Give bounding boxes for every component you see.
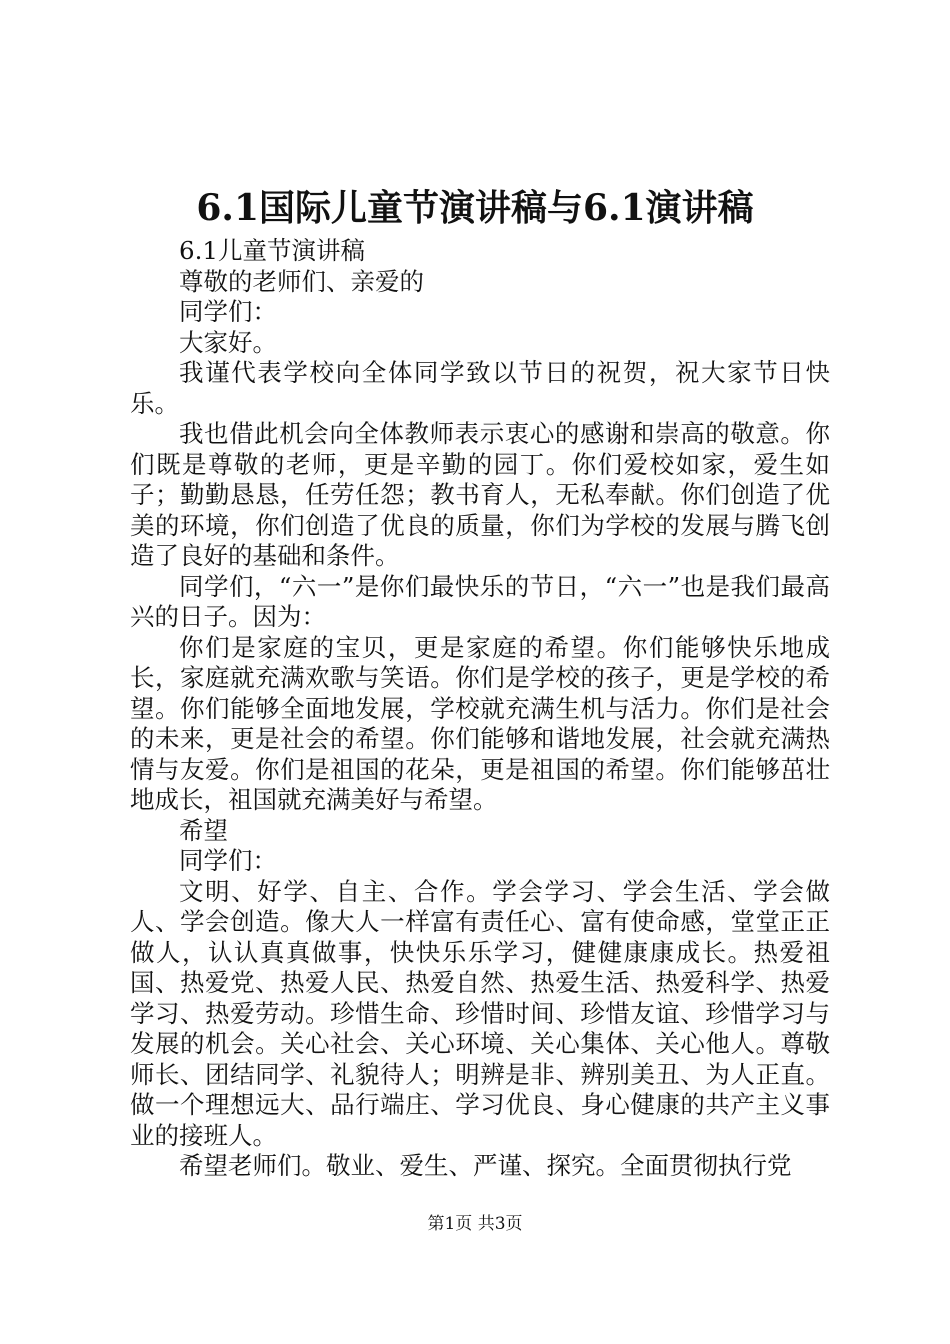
paragraph: 我也借此机会向全体教师表示衷心的感谢和崇高的敬意。你们既是尊敬的老师，更是辛勤的园丁。你们爱校如家，爱生如子；勤勤恳恳，任劳任怨；教书育人，无私奉献。你们创造了优美的环境，你们创造了优良的质量，你们为学校的发展与腾飞创造了良好的基础和条件。 xyxy=(130,419,830,570)
paragraph: 希望 xyxy=(179,815,228,845)
paragraph: 6.1儿童节演讲稿 xyxy=(179,236,365,265)
paragraph: 同学们： xyxy=(179,846,277,875)
paragraph: 尊敬的老师们、亲爱的 xyxy=(179,266,424,296)
paragraph: 文明、好学、自主、合作。学会学习、学会生活、学会做人、学会创造。像大人一样富有责任心、富有使命感，堂堂正正做人，认认真真做事，快快乐乐学习，健健康康成长。热爱祖国、热爱党、热爱人民、热爱自然、热爱生活、热爱科学、热爱学习、热爱劳动。珍惜生命、珍惜时间、珍惜友谊、珍惜学习与发展的机会。关心社会、关心环境、关心集体、关心他人。尊敬师长、团结同学、礼貌待人；明辨是非、辨别美丑、为人正直。做一个理想远大、品行端庄、学习优良、身心健康的共产主义事业的接班人。 xyxy=(130,876,830,1150)
paragraph: 你们是家庭的宝贝，更是家庭的希望。你们能够快乐地成长，家庭就充满欢歌与笑语。你们是学校的孩子，更是学校的希望。你们能够全面地发展，学校就充满生机与活力。你们是社会的未来，更是社会的希望。你们能够和谐地发展，社会就充满热情与友爱。你们是祖国的花朵，更是祖国的希望。你们能够茁壮地成长，祖国就充满美好与希望。 xyxy=(130,632,830,814)
paragraph: 希望老师们。敬业、爱生、严谨、探究。全面贯彻执行党 xyxy=(179,1151,792,1180)
page-footer: 第1页 共3页 xyxy=(427,1214,523,1234)
paragraph: 我谨代表学校向全体同学致以节日的祝贺，祝大家节日快乐。 xyxy=(130,358,830,418)
document-title: 6.1国际儿童节演讲稿与6.1演讲稿 xyxy=(196,187,754,229)
paragraph: 同学们： xyxy=(179,297,277,326)
document-body xyxy=(130,236,830,1182)
paragraph: 同学们，“六一”是你们最快乐的节日，“六一”也是我们最高兴的日子。因为： xyxy=(130,571,830,631)
paragraph: 大家好。 xyxy=(179,327,277,357)
